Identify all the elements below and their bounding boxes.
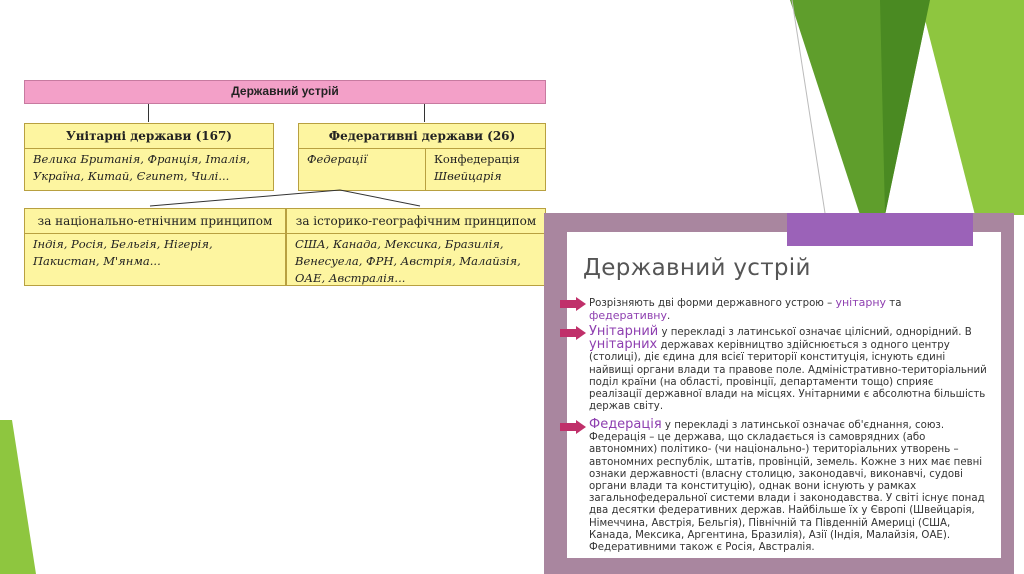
federal-box bbox=[298, 123, 546, 191]
unitary-heading: Унітарні держави (167) bbox=[25, 124, 273, 149]
ethnic-examples: Індія, Росія, Бельгія, Нігерія, Пакистан, М'янма... bbox=[33, 237, 213, 268]
paragraph-federation: Федерація у перекладі з латинської означає об'єднання, союз. Федерація – це держава, що складається із самоврядних (або автономних) політико- (чи національно-) територіальних утворень – автономних республік, штатів, провінцій, земель. Кожне з них має певні ознаки державності (власну столицю, законодавчі, виконавчі, судові органи влади та конституцію), однак вони існують у рамках загальнофедеральної системи влади і законодавства. У світі існує понад два десятки федеративних держав. Найбільше їх у Європі (Швейцарія, Німеччина, Австрія, Бельгія), Північній та Південній Америці (США, Канада, Мексика, Аргентина, Бразилія), Азії (Індія, Малайзія, ОАЕ). Федеративними також є Росія, Австралія. bbox=[589, 417, 985, 554]
unitary-examples: Велика Британія, Франція, Італія, Україна, Китай, Єгипет, Чилі... bbox=[33, 152, 251, 183]
geo-principle-box bbox=[286, 208, 546, 286]
diagram-title: Державний устрій bbox=[24, 80, 546, 104]
confederation-cell: Конфедерація Швейцарія bbox=[434, 152, 520, 183]
unitary-box bbox=[24, 123, 274, 191]
bullet-arrow-icon bbox=[560, 297, 586, 311]
paragraph-forms: Розрізняють дві форми державного устрою – унітарну та федеративну. bbox=[589, 296, 902, 323]
ethnic-heading: за національно-етнічним принципом bbox=[25, 209, 285, 234]
ethnic-principle-box bbox=[24, 208, 286, 286]
branch-arrows bbox=[0, 188, 560, 210]
slide-purple-tab bbox=[787, 213, 973, 246]
federations-label: Федерації bbox=[299, 149, 426, 191]
geo-heading: за історико-географічним принципом bbox=[287, 209, 545, 234]
decorative-green-corner bbox=[0, 420, 40, 574]
decorative-green-shapes bbox=[780, 0, 1024, 215]
bullet-arrow-icon bbox=[560, 420, 586, 434]
federal-heading: Федеративні держави (26) bbox=[299, 124, 545, 149]
bullet-arrow-icon bbox=[560, 326, 586, 340]
geo-examples: США, Канада, Мексика, Бразилія, Венесуела, ФРН, Австрія, Малайзія, ОАЕ, Австралія... bbox=[295, 237, 521, 285]
slide-title: Державний устрій bbox=[583, 255, 811, 281]
paragraph-unitary: Унітарний у перекладі з латинської означає цілісний, однорідний. В унітарних державах керівництво здійснюється з одного центру (столиці), діє єдина для всієї території конституція, існують єдині найвищі органи влади та правове поле. Адміністративно-територіальний поділ країни (на області, провінції, департаменти тощо) сприяє реалізації державної влади на місцях. Унітарними є абсолютна більшість держав світу. bbox=[589, 324, 987, 413]
